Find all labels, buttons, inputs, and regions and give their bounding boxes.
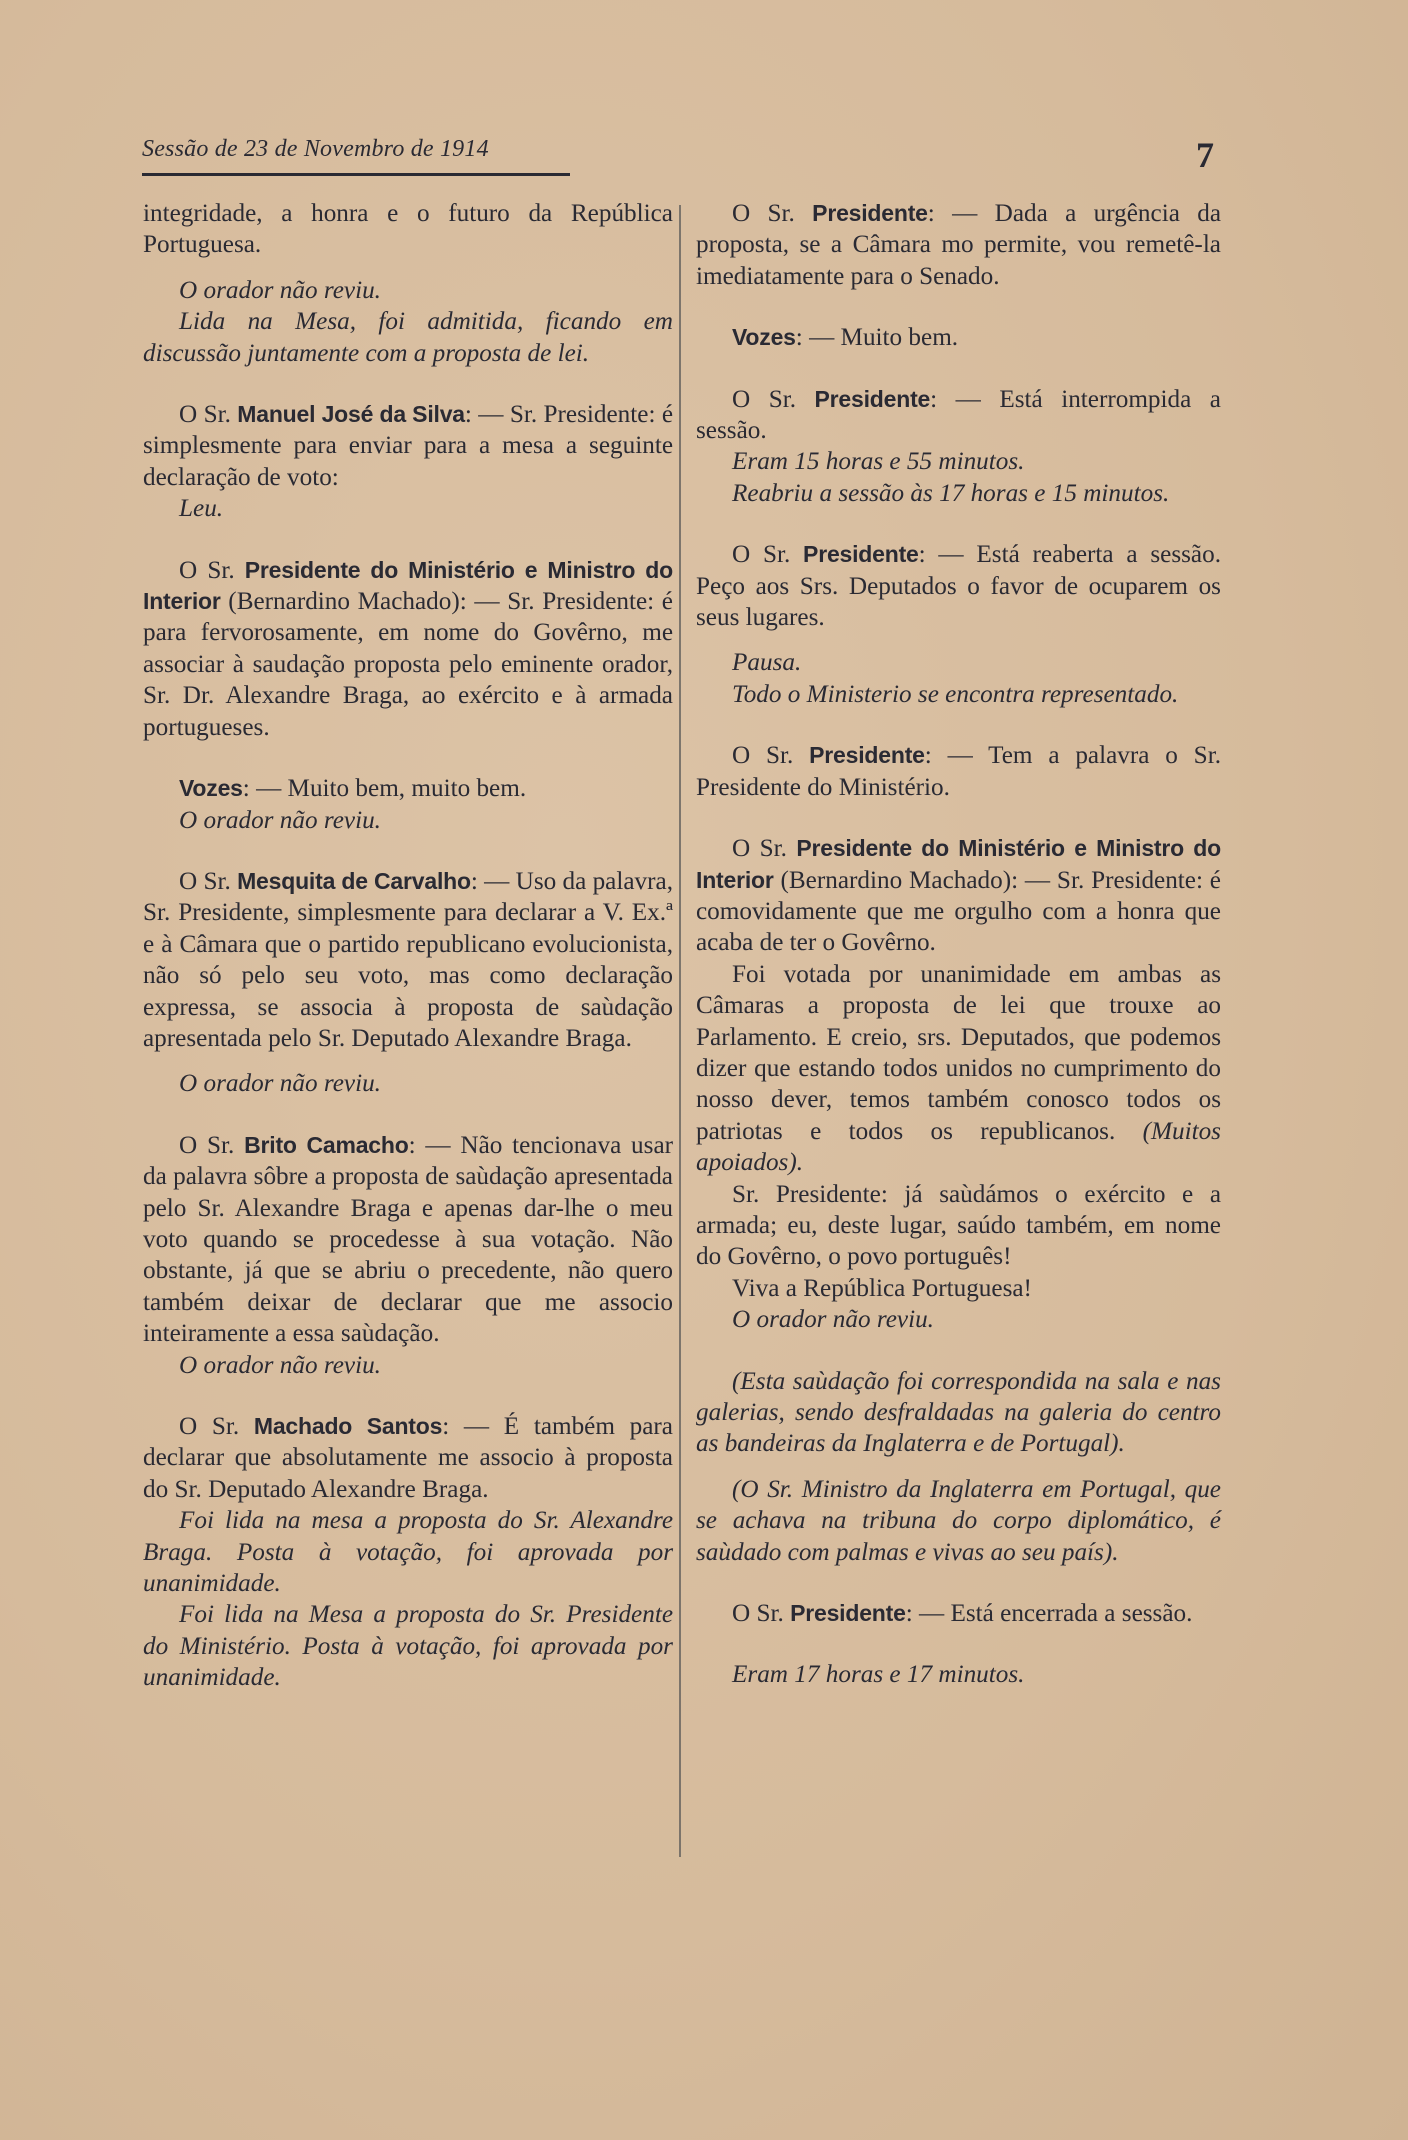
speaker-name: Vozes: [732, 324, 796, 351]
speech-text: : — Uso da palavra, Sr. Presidente, simplesmente para declarar a V. Ex.ª e à Câmara que o partido republicano evolucionista, não só pelo seu voto, mas como declaração expressa, se associa à proposta de saùdação apresentada pelo Sr. Deputado Alexandre Braga.: [143, 867, 673, 1052]
speech-paragraph: [696, 740, 1221, 803]
editorial-note: Reabriu a sessão às 17 horas e 15 minutos.: [732, 479, 1170, 507]
speech-text: : — Está encerrada a sessão.: [905, 1600, 1193, 1628]
speaker-name: Presidente: [790, 1600, 906, 1627]
speech-paragraph: [696, 1598, 1221, 1629]
editorial-note: O orador não reviu.: [732, 1306, 934, 1334]
speaker-prefix: O Sr.: [179, 556, 245, 584]
speech-paragraph: [143, 1130, 673, 1350]
speech-continuation: [696, 959, 1221, 1179]
speaker-prefix: O Sr.: [179, 1131, 245, 1159]
speaker-name: Presidente do Ministério e Ministro do Interior: [696, 835, 1221, 893]
editorial-note: Pausa.: [732, 649, 802, 677]
speech-text: : — Não tencionava usar da palavra sôbre a proposta de saùdação apresentada pelo Sr. Alexandre Braga e apenas dar-lhe o meu voto quando se procedesse à sua votação. Não obstante, já que se abriu o precedente, não quero também deixar de declarar que me associo inteiramente a essa saùdação.: [143, 1131, 674, 1348]
editorial-note: Eram 17 horas e 17 minutos.: [732, 1661, 1025, 1689]
speech-paragraph: [143, 866, 673, 1054]
speech-continuation: Viva a República Portuguesa!: [732, 1274, 1032, 1302]
column-divider: [679, 205, 681, 1857]
speech-paragraph: [696, 384, 1221, 447]
left-column: [143, 198, 673, 1694]
speaker-name: Presidente: [803, 541, 919, 568]
header-rule: [142, 173, 570, 176]
speech-text: : — Muito bem, muito bem.: [242, 775, 527, 803]
speech-paragraph: [143, 555, 673, 743]
speaker-prefix: O Sr.: [732, 835, 797, 863]
speech-text: : — Muito bem.: [795, 324, 959, 352]
editorial-note: (Esta saùdação foi correspondida na sala e nas galerias, sendo desfraldadas na galeria do centro as bandeiras da Inglaterra e de Portugal).: [696, 1367, 1221, 1458]
speech-paragraph: [696, 539, 1221, 633]
speaker-prefix: O Sr.: [732, 541, 804, 569]
speech-paragraph: [696, 198, 1221, 292]
speaker-prefix: O Sr.: [179, 867, 238, 895]
editorial-note: Foi lida na Mesa a proposta do Sr. Presidente do Ministério. Posta à votação, foi aprovada por unanimidade.: [143, 1601, 673, 1692]
speech-text: (Bernardino Machado): — Sr. Presidente: é para fervorosamente, em nome do Govêrno, me associar à saudação proposta pelo eminente orador, Sr. Dr. Alexandre Braga, ao exército e à armada portugueses.: [143, 588, 673, 741]
right-column: [696, 198, 1221, 1691]
running-head: Sessão de 23 de Novembro de 1914: [142, 136, 489, 162]
speech-continuation: Sr. Presidente: já saùdámos o exército e a armada; eu, deste lugar, saúdo também, em nome do Govêrno, o povo português!: [696, 1180, 1221, 1271]
speaker-name: Presidente: [809, 742, 925, 769]
speaker-name: Mesquita de Carvalho: [237, 867, 471, 894]
editorial-note: Eram 15 horas e 55 minutos.: [732, 448, 1025, 476]
speaker-name: Manuel José da Silva: [237, 401, 465, 428]
speech-text: : — Dada a urgência da proposta, se a Câmara mo permite, vou remetê-la imediatamente para o Senado.: [696, 200, 1221, 290]
speaker-name: Presidente: [814, 385, 931, 412]
speech-paragraph: [696, 833, 1221, 959]
editorial-note: Leu.: [179, 495, 224, 523]
speaker-prefix: O Sr.: [732, 1600, 791, 1628]
audience-reaction: (Muitos apoiados).: [696, 1117, 1221, 1177]
speech-paragraph: [696, 322, 1221, 353]
speaker-name: Presidente: [812, 200, 928, 226]
editorial-note: Todo o Ministerio se encontra representado.: [732, 680, 1179, 708]
speaker-prefix: O Sr.: [732, 200, 813, 227]
speaker-prefix: O Sr.: [179, 401, 238, 429]
editorial-note: Lida na Mesa, foi admitida, ficando em discussão juntamente com a proposta de lei.: [143, 308, 673, 367]
speaker-name: Vozes: [179, 775, 243, 802]
editorial-note: O orador não reviu.: [179, 276, 381, 304]
speech-paragraph: [143, 399, 673, 493]
speech-text: : — Sr. Presidente: é simplesmente para enviar para a mesa a seguinte declaração de voto:: [143, 401, 673, 491]
speech-text: Foi votada por unanimidade em ambas as Câmaras a proposta de lei que trouxe ao Parlamento. E creio, srs. Deputados, que podemos dizer que estando todos unidos no cumprimento do nosso dever, temos também conosco todos os patriotas e todos os republicanos.: [696, 960, 1221, 1145]
paragraph: integridade, a honra e o futuro da República Portuguesa.: [143, 200, 673, 259]
speaker-prefix: O Sr.: [179, 1413, 254, 1440]
speech-text: : — Está interrompida a sessão.: [696, 385, 1221, 445]
speech-text: : — Tem a palavra o Sr. Presidente do Ministério.: [696, 742, 1221, 801]
editorial-note: O orador não reviu.: [179, 1070, 381, 1098]
editorial-note: O orador não reviu.: [179, 1351, 381, 1379]
speaker-prefix: O Sr.: [732, 385, 815, 413]
speaker-prefix: O Sr.: [732, 742, 810, 770]
editorial-note: (O Sr. Ministro da Inglaterra em Portugal, que se achava na tribuna do corpo diplomático, é saùdado com palmas e vivas ao seu país).: [696, 1475, 1221, 1566]
speaker-name: Machado Santos: [253, 1413, 443, 1439]
page-number: 7: [1196, 135, 1214, 175]
speech-text: : — Está reaberta a sessão. Peço aos Srs. Deputados o favor de ocuparem os seus lugares.: [696, 541, 1221, 632]
editorial-note: O orador não reviu.: [179, 806, 381, 834]
speech-text: (Bernardino Machado): — Sr. Presidente: é comovidamente que me orgulho com a honra que acaba de ter o Govêrno.: [696, 866, 1221, 957]
speech-text: : — É também para declarar que absolutamente me associo à proposta do Sr. Deputado Alexandre Braga.: [143, 1413, 673, 1503]
editorial-note: Foi lida na mesa a proposta do Sr. Alexandre Braga. Posta à votação, foi aprovada por unanimidade.: [143, 1507, 673, 1598]
speaker-name: Brito Camacho: [244, 1131, 409, 1158]
speech-paragraph: [143, 1411, 673, 1505]
speaker-name: Presidente do Ministério e Ministro do Interior: [143, 556, 673, 615]
speech-paragraph: [143, 773, 673, 804]
